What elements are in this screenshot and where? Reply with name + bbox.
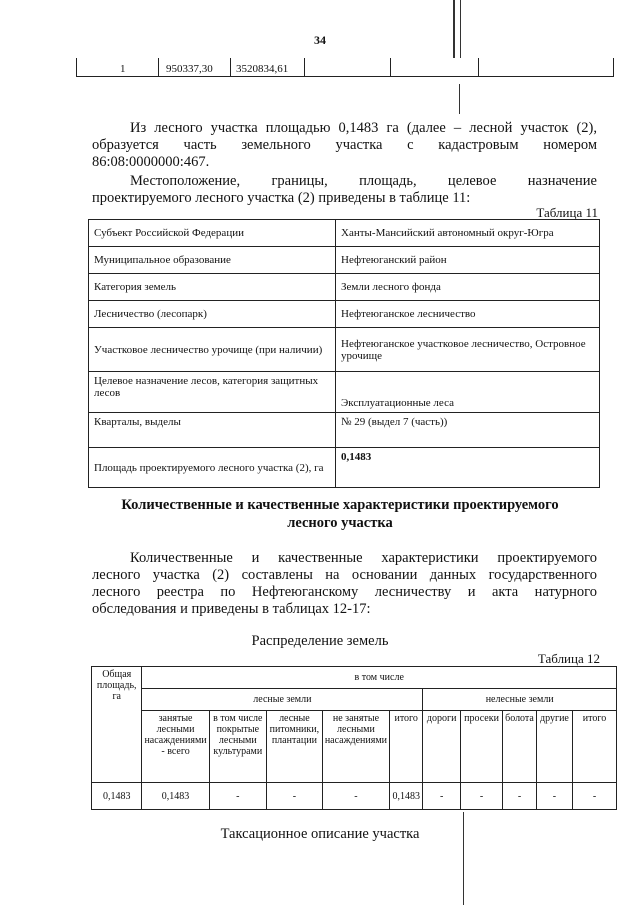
text-line: образуется часть земельного участка с кадастровым номером <box>92 137 597 153</box>
section-heading <box>80 496 600 532</box>
table-row <box>89 328 600 372</box>
table-cell: Кварталы, выделы <box>89 413 336 448</box>
table-cell: Участковое лесничество урочище (при наличии) <box>89 328 336 372</box>
table-cell: - <box>423 783 461 810</box>
land-distribution-title: Распределение земель <box>251 633 389 649</box>
heading-line: Количественные и качественные характеристики проектируемого <box>121 497 559 513</box>
table-cell: 0,1483 <box>390 783 423 810</box>
table-cell: - <box>503 783 537 810</box>
table-11-caption: Таблица 11 <box>536 205 598 220</box>
page-number: 34 <box>314 33 326 47</box>
table-cell: 0,1483 <box>336 448 600 488</box>
table-11 <box>88 219 600 488</box>
table-row <box>89 247 600 274</box>
subheader-cell: дороги <box>423 711 461 783</box>
taxation-description-title: Таксационное описание участка <box>220 826 420 842</box>
table-row <box>89 372 600 413</box>
table-cell: - <box>322 783 389 810</box>
table-cell: Лесничество (лесопарк) <box>89 301 336 328</box>
text-line: Количественные и качественные характеристики проектируемого <box>130 550 597 566</box>
table-cell: Земли лесного фонда <box>336 274 600 301</box>
scan-artifact-line <box>459 84 460 114</box>
table-row <box>89 274 600 301</box>
table-row <box>89 448 600 488</box>
header-nonforest-lands: нелесные земли <box>423 689 617 711</box>
table-header-row <box>92 667 617 689</box>
text-line: лесного участка (2) составлены на основании данных государственного <box>92 567 597 583</box>
table-cell: Площадь проектируемого лесного участка (2), га <box>89 448 336 488</box>
table-header-row <box>92 711 617 783</box>
subheader-cell: просеки <box>460 711 502 783</box>
heading-line: лесного участка <box>287 515 393 531</box>
table-cell: Нефтеюганский район <box>336 247 600 274</box>
previous-table-row <box>76 58 614 77</box>
text-line: Местоположение, границы, площадь, целевое назначение <box>130 173 597 189</box>
x-coordinate: 950337,30 <box>166 63 213 75</box>
text-line: Из лесного участка площадью 0,1483 га (далее – лесной участок (2), <box>130 120 597 136</box>
table-cell: - <box>536 783 572 810</box>
table-cell: - <box>209 783 266 810</box>
subheader-cell: другие <box>536 711 572 783</box>
text-line: проектируемого лесного участка (2) приведены в таблице 11: <box>92 190 471 206</box>
header-forest-lands: лесные земли <box>142 689 423 711</box>
table-cell: 0,1483 <box>92 783 142 810</box>
y-coordinate: 3520834,61 <box>236 63 289 75</box>
table-cell: Нефтеюганское лесничество <box>336 301 600 328</box>
header-total-area: Общая площадь, га <box>92 667 142 783</box>
scan-artifact-line <box>453 0 455 58</box>
subheader-cell: итого <box>573 711 617 783</box>
subheader-cell: итого <box>390 711 423 783</box>
row-number: 1 <box>120 63 126 75</box>
table-row <box>89 220 600 247</box>
table-12 <box>91 666 617 810</box>
paragraph-characteristics <box>92 550 597 618</box>
table-cell: - <box>573 783 617 810</box>
header-including: в том числе <box>142 667 617 689</box>
table-cell: - <box>460 783 502 810</box>
table-cell: Нефтеюганское участковое лесничество, Островное урочище <box>336 328 600 372</box>
table-cell: 0,1483 <box>142 783 209 810</box>
scan-artifact-line <box>460 0 461 58</box>
table-row <box>89 301 600 328</box>
paragraph-plot-origin <box>92 120 597 171</box>
table-cell: Категория земель <box>89 274 336 301</box>
table-cell: Субъект Российской Федерации <box>89 220 336 247</box>
table-12-caption: Таблица 12 <box>537 651 600 666</box>
table-cell: Муниципальное образование <box>89 247 336 274</box>
table-cell: - <box>266 783 322 810</box>
subheader-cell: занятые лесными насаждениями - всего <box>142 711 209 783</box>
table-cell: Ханты-Мансийский автономный округ-Югра <box>336 220 600 247</box>
subheader-cell: в том числе покрытые лесными культурами <box>209 711 266 783</box>
table-row <box>92 783 617 810</box>
table-row <box>89 413 600 448</box>
text-line: 86:08:0000000:467. <box>92 154 210 170</box>
text-line: лесного реестра по Нефтеюганскому лесничеству и акта натурного <box>92 584 597 600</box>
table-header-row <box>92 689 617 711</box>
subheader-cell: лесные питомники, плантации <box>266 711 322 783</box>
table-cell: Эксплуатационные леса <box>336 372 600 413</box>
subheader-cell: болота <box>503 711 537 783</box>
table-cell: № 29 (выдел 7 (часть)) <box>336 413 600 448</box>
subheader-cell: не занятые лесными насаждениями <box>322 711 389 783</box>
paragraph-location <box>92 173 597 207</box>
table-cell: Целевое назначение лесов, категория защитных лесов <box>89 372 336 413</box>
text-line: обследования и приведены в таблицах 12-17: <box>92 601 371 617</box>
